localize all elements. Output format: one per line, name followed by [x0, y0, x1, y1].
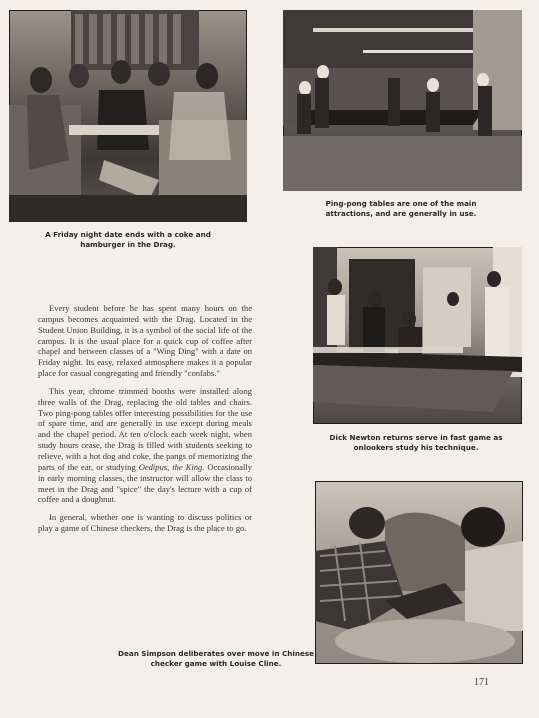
article-paragraph-1: Every student before he has spent many hours on the campus becomes acquainted with the Drag. Located in the Student Union Building, it is a symbol of the social life of the campus. It is the usual place for a quick cup of coffee after chapel and between classes of a "Wing Ding" with a date on Friday night. Its easy, relaxed atmosphere makes it a popular place for casual congregating and friendly "confabs." — [38, 303, 252, 379]
page-number: 171 — [474, 677, 489, 688]
paragraph-2-text-b: . Occasionally in early morning classes, the instructor will allow the class to meet in the Drag and "spice" the day's lecture with a cup of coffee and a doughnut. — [38, 461, 252, 505]
caption-drag-booth: A Friday night date ends with a coke and hamburger in the Drag. — [45, 230, 211, 249]
article-paragraph-3: In general, whether one is wanting to discuss politics or play a game of Chinese checkers, the Drag is the place to go. — [38, 512, 252, 534]
photo-checkers — [315, 481, 523, 664]
photo-ping-pong-serve — [313, 247, 522, 424]
paragraph-2-text-a: This year, chrome trimmed booths were installed along three walls of the Drag, replacing the old tables and chairs. Two ping-pong tables offer interesting possibilities for the use of spare time, and are generally in use except during meals and the chapel period. At ten o'clock each week night, when study hours cease, the Drag is filled with students seeking to relieve, with a hot dog and coke, the pangs of memorizing the parts of the ear, or studying — [38, 385, 252, 472]
article-paragraph-2 — [38, 386, 252, 505]
caption-ping-pong-room: Ping-pong tables are one of the main attractions, and are generally in use. — [325, 199, 477, 218]
play-title: Oedipus, the King — [138, 461, 203, 472]
photo-ping-pong-room — [283, 10, 522, 191]
photo-drag-booth — [9, 10, 247, 222]
caption-checkers: Dean Simpson deliberates over move in Chinese checker game with Louise Cline. — [118, 649, 314, 668]
article-body — [38, 303, 252, 541]
caption-ping-pong-serve: Dick Newton returns serve in fast game as onlookers study his technique. — [329, 433, 503, 452]
